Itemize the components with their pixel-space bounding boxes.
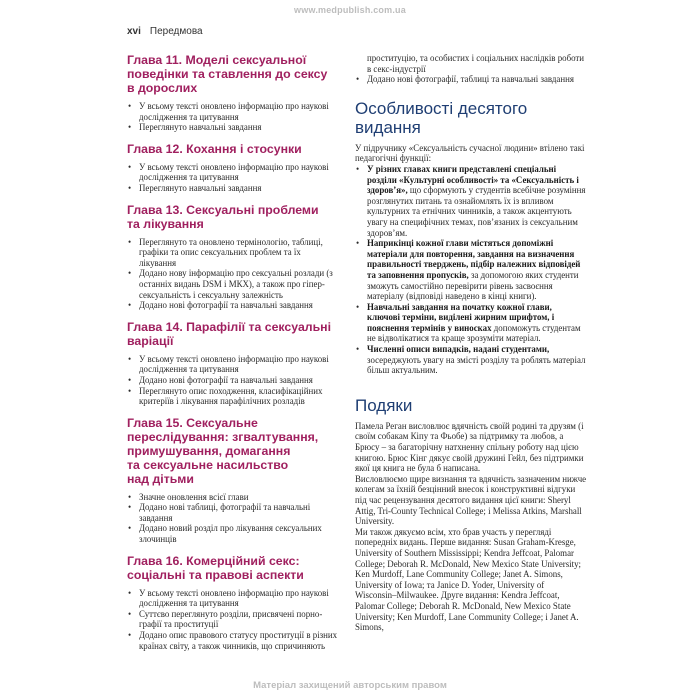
list-item-text: зосереджують увагу на змісті розділу та роблять матеріал більш актуальним.: [367, 354, 586, 376]
list-item: • Додано опис правового статусу проституції в різних країнах світу, а також чинників, що спричиняють: [127, 630, 339, 651]
chapter-12: [127, 142, 339, 194]
list-item: • Переглянуто та оновлено термінологію, таблиці, графіки та опис сексуальних проблем та їх лікування: [127, 237, 339, 269]
chapter-15: [127, 416, 339, 545]
chapter-title: [127, 320, 339, 348]
bullet-list: [127, 237, 339, 311]
bullet-list: [127, 492, 339, 545]
list-item: • Переглянуто навчальні завдання: [127, 183, 339, 194]
list-item-bold: Навчальні завдання на початку кожної глави, ключові терміни, виділені жирним шрифтом, і пояснення термінів у виносках: [367, 301, 555, 333]
list-item: • Значне оновлення всієї глави: [127, 492, 339, 503]
chapter-title-line: Глава 13. Сексуальні проблеми: [127, 202, 319, 217]
chapter-title-line: Глава 11. Моделі сексуальної: [127, 53, 307, 67]
chapter-title-line: Глава 14. Парафілії та сексуальні: [127, 319, 331, 334]
section-title-line: Особливості десятого: [355, 98, 528, 118]
chapter-title-line: варіації: [127, 333, 174, 348]
bullet-list: [127, 101, 339, 133]
list-item: • Додано нову інформацію про сексуальні розлади (з останніх видань DSM і МКХ), а також про гіпер-сексуальність і сексуальну залежність: [127, 268, 339, 300]
right-column: [355, 53, 587, 633]
watermark-top: www.medpublish.com.ua: [294, 5, 406, 15]
page-number: xvi: [127, 26, 141, 37]
list-item: [355, 302, 587, 344]
chapter-16: [127, 554, 339, 652]
features-intro: У підручнику «Сексуальність сучасної людини» втілено такі педагогічні функції:: [355, 142, 585, 164]
list-item-text: допоможуть студентам не відволікатися та краще зрозуміти матеріал.: [367, 322, 581, 344]
list-item-bold: У різних главах книги представлені спеціальні розділи «Культурні особливості» та «Сексуальність і здоров’я»,: [367, 163, 579, 196]
chapter-title: [127, 416, 339, 486]
bullet-list: [127, 162, 339, 194]
list-item-bold: Численні описи випадків, надані студентами,: [367, 344, 550, 355]
thanks-paragraph: Памела Реган висловлює вдячність своїй родині та друзям (і своїм собакам Кіпу та Фьобе) за підтримку та любов, а Брюсу – за багаторічну натхненну спільну роботу над цією книгою. Брюс Кінг дякує своїй дружині Гейл, без підтримки якої ця книга не була б написана.: [355, 420, 584, 474]
chapter-title-line: Глава 16. Комерційний секс:: [127, 553, 300, 568]
chapter-title-line: над дітьми: [127, 471, 194, 486]
list-item: • Додано нові фотографії та навчальні завдання: [127, 300, 339, 311]
list-item-bold: Наприкінці кожної глави містяться допоміжні матеріали для повторення, завдання на визначення правильності тверджень, підбір належних відповідей та заповнення пропусків,: [367, 238, 581, 280]
list-item: [355, 238, 587, 302]
list-item: [355, 164, 587, 238]
chapter-title-line: соціальні та правові аспекти: [127, 567, 304, 582]
list-item: • Додано нові фотографії та навчальні завдання: [127, 375, 339, 386]
chapter-title-line: Глава 15. Сексуальне: [127, 415, 258, 430]
chapter-title-line: примушування, домагання: [127, 443, 291, 458]
continuation-text: проституцію, та особистих і соціальних наслідків роботи в секс-індустрії: [367, 53, 585, 74]
list-item: • Переглянуто опис походження, класифікаційних критеріїв і лікування парафілічних розладів: [127, 386, 339, 407]
list-item: • У всьому тексті оновлено інформацію про наукові дослідження та цитування: [127, 588, 339, 609]
list-item: • Переглянуто навчальні завдання: [127, 122, 339, 133]
list-item: • У всьому тексті оновлено інформацію про наукові дослідження та цитування: [127, 101, 339, 122]
chapter-title: [127, 53, 339, 95]
chapter-title: [127, 142, 339, 156]
section-title-thanks: Подяки: [355, 395, 413, 415]
list-item: • Додано нові таблиці, фотографії та навчальні завдання: [127, 502, 339, 523]
chapter-title: [127, 554, 339, 582]
bullet-list: [127, 354, 339, 407]
list-item: • У всьому тексті оновлено інформацію про наукові дослідження та цитування: [127, 162, 339, 183]
list-item-text: за допомогою яких студенти зможуть самостійно перевірити рівень засвоєння матеріалу (відповіді наведено в кінці книги).: [367, 269, 579, 302]
section-name: Передмова: [149, 26, 203, 37]
list-item: • У всьому тексті оновлено інформацію про наукові дослідження та цитування: [127, 354, 339, 375]
chapter-title-line: Глава 12. Кохання і стосунки: [127, 141, 302, 156]
chapter-title-line: в дорослих: [127, 81, 198, 95]
section-title-features: [355, 99, 587, 137]
features-list: [355, 164, 587, 376]
watermark-bottom: Матеріал захищений авторським правом: [253, 680, 447, 691]
chapter-title-line: поведінки та ставлення до сексу: [127, 67, 328, 81]
bullet-list: [127, 588, 339, 652]
running-head: [127, 26, 203, 37]
chapter-13: [127, 203, 339, 311]
list-item: • Суттєво переглянуто розділи, присвячені порно-графії та проституції: [127, 609, 339, 630]
chapter-title-line: переслідування: згвалтування,: [127, 429, 319, 444]
chapter-title-line: та сексуальне насильство: [127, 457, 289, 472]
thanks-paragraph: Ми також дякуємо всім, хто брав участь у перегляді попередніх видань. Перше видання: Susan Graham-Kresge, University of Southern Mississippi; Kendra Jeffcoat, Palomar College; Deborah R. McDonald, New Mexico State University; Ken Murdoff, Lane Community College; Janet A. Simons, University of Iowa; та Janice D. Yoder, University of Wisconsin–Milwaukee. Друге видання: Kendra Jeffcoat, Palomar College; Deborah R. McDonald, New Mexico State University; Ken Murdoff, Lane Community College; і Janet A. Simons,: [355, 526, 582, 633]
list-item: • Додано нові фотографії, таблиці та навчальні завдання: [355, 74, 587, 85]
chapter-14: [127, 320, 339, 407]
list-item: • Додано новий розділ про лікування сексуальних злочинців: [127, 523, 339, 544]
thanks-paragraph: Висловлюємо щире визнання та вдячність зазначеним нижче колегам за їхній безцінний внесок і конструктивні відгуки під час рецензування десятого видання цієї книги: Sheryl Attig, Tri-County Technical College; і Melissa Atkins, Marshall University.: [355, 473, 587, 527]
chapter-11: [127, 53, 339, 133]
bullet-list: [355, 74, 587, 85]
chapter-title: [127, 203, 339, 231]
chapter-title-line: та лікування: [127, 216, 204, 231]
left-column: [127, 53, 339, 651]
list-item-text: що сформують у студентів всебічне розуміння розглянутих питань та ознайомлять їх із впливом культурних та етнічних чинників, а також акцентують увагу на специфічних темах, пов’язаних із сексуальним здоров’ям.: [367, 185, 586, 238]
section-title-line: видання: [355, 117, 421, 137]
list-item: [355, 344, 587, 376]
